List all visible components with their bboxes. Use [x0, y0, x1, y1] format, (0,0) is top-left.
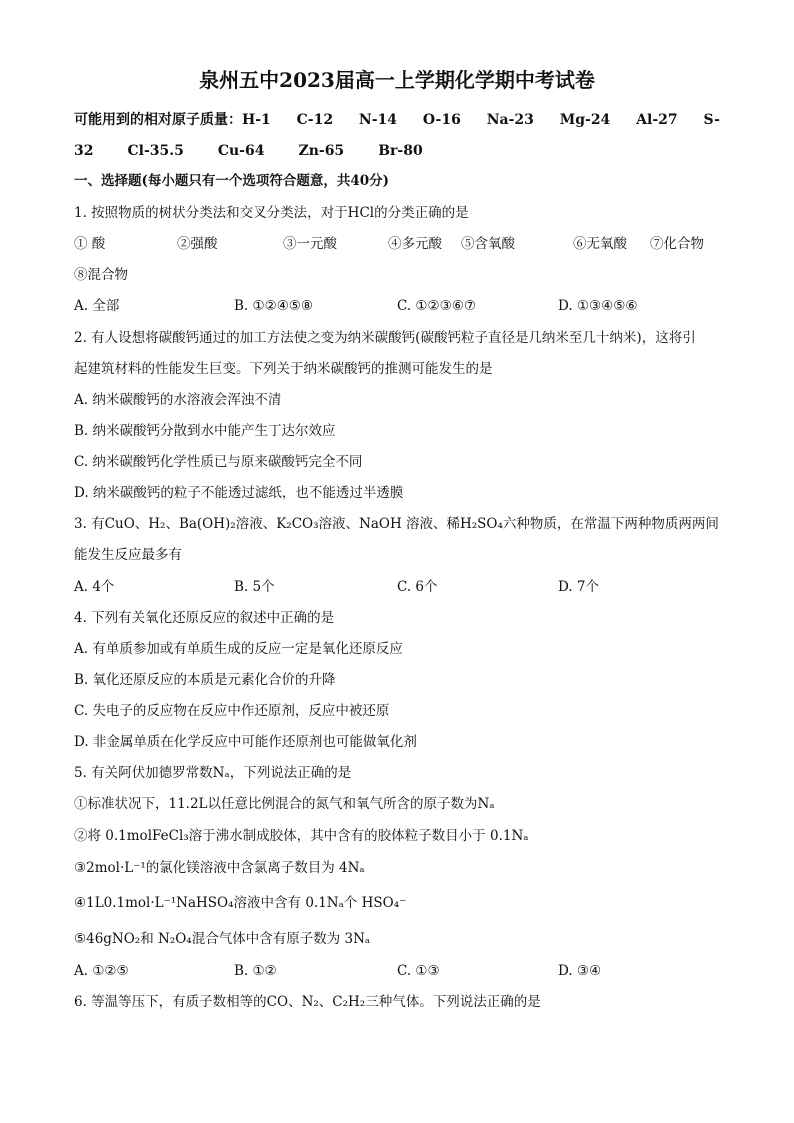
exam-title: 泉州五中2023届高一上学期化学期中考试卷 — [199, 68, 595, 92]
option-d[interactable]: D. ③④ — [558, 963, 602, 979]
question-5-stem: 5. 有关阿伏加德罗常数Nₐ，下列说法正确的是 — [74, 765, 352, 781]
statement-4: ④1L0.1mol·L⁻¹NaHSO₄溶液中含有 0.1Nₐ个 HSO₄⁻ — [74, 895, 407, 911]
type-item: ⑤含氧酸 — [461, 236, 515, 252]
section-heading: 一、选择题(每小题只有一个选项符合题意，共40分) — [74, 173, 390, 189]
mass-item: C-12 — [296, 112, 334, 128]
question-6-stem: 6. 等温等压下，有质子数相等的CO、N₂、C₂H₂三种气体。下列说法正确的是 — [74, 994, 541, 1010]
statement-3: ③2mol·L⁻¹的氯化镁溶液中含氯离子数目为 4Nₐ — [74, 860, 365, 876]
option-d[interactable]: D. 纳米碳酸钙的粒子不能透过滤纸，也不能透过半透膜 — [74, 485, 404, 501]
type-item: ③一元酸 — [283, 236, 337, 252]
type-item: ⑧混合物 — [74, 267, 128, 283]
option-a[interactable]: A. 全部 — [74, 298, 120, 314]
mass-item: Mg-24 — [559, 112, 611, 128]
type-item: ⑦化合物 — [650, 236, 704, 252]
type-item: ②强酸 — [177, 236, 218, 252]
question-3-stem-line2: 能发生反应最多有 — [74, 547, 182, 563]
masses-label: 可能用到的相对原子质量：H-1 — [74, 112, 271, 128]
statement-5: ⑤46gNO₂和 N₂O₄混合气体中含有原子数为 3Nₐ — [74, 931, 371, 947]
option-b[interactable]: B. ①② — [234, 963, 277, 979]
option-a[interactable]: A. 有单质参加或有单质生成的反应一定是氧化还原反应 — [74, 641, 403, 657]
option-c[interactable]: C. 失电子的反应物在反应中作还原剂，反应中被还原 — [74, 703, 390, 719]
question-1-stem: 1. 按照物质的树状分类法和交叉分类法，对于HCl的分类正确的是 — [74, 205, 469, 221]
option-c[interactable]: C. ①③ — [397, 963, 440, 979]
option-b[interactable]: B. ①②④⑤⑧ — [234, 298, 314, 314]
option-b[interactable]: B. 5个 — [234, 579, 275, 595]
option-b[interactable]: B. 氧化还原反应的本质是元素化合价的升降 — [74, 672, 336, 688]
mass-item: 32 — [74, 143, 94, 159]
statement-2: ②将 0.1molFeCl₃溶于沸水制成胶体，其中含有的胶体粒子数目小于 0.1Nₐ — [74, 828, 529, 844]
mass-item: Cu-64 — [217, 143, 265, 159]
option-a[interactable]: A. 纳米碳酸钙的水溶液会浑浊不清 — [74, 392, 282, 408]
question-3-stem-line1: 3. 有CuO、H₂、Ba(OH)₂溶液、K₂CO₃溶液、NaOH 溶液、稀H₂SO₄六种物质，在常温下两种物质两两间 — [74, 516, 719, 532]
mass-item: S- — [703, 112, 720, 128]
mass-item: Al-27 — [636, 112, 678, 128]
atomic-masses — [74, 110, 720, 161]
option-d[interactable]: D. 7个 — [558, 579, 600, 595]
question-2-stem-line1: 2. 有人设想将碳酸钙通过的加工方法使之变为纳米碳酸钙(碳酸钙粒子直径是几纳米至几十纳米)，这将引 — [74, 330, 696, 346]
question-4-stem: 4. 下列有关氧化还原反应的叙述中正确的是 — [74, 610, 335, 626]
mass-item: Na-23 — [486, 112, 534, 128]
type-item: ① 酸 — [74, 236, 106, 252]
mass-item: Zn-65 — [298, 143, 345, 159]
mass-item: N-14 — [358, 112, 397, 128]
statement-1: ①标准状况下，11.2L以任意比例混合的氮气和氧气所含的原子数为Nₐ — [74, 796, 495, 812]
mass-item: Br-80 — [378, 143, 423, 159]
option-c[interactable]: C. 6个 — [397, 579, 438, 595]
option-c[interactable]: C. 纳米碳酸钙化学性质已与原来碳酸钙完全不同 — [74, 454, 363, 470]
question-2-stem-line2: 起建筑材料的性能发生巨变。下列关于纳米碳酸钙的推测可能发生的是 — [74, 361, 493, 377]
option-d[interactable]: D. 非金属单质在化学反应中可能作还原剂也可能做氧化剂 — [74, 734, 417, 750]
option-c[interactable]: C. ①②③⑥⑦ — [397, 298, 476, 314]
mass-item: Cl-35.5 — [127, 143, 184, 159]
type-item: ④多元酸 — [388, 236, 442, 252]
option-d[interactable]: D. ①③④⑤⑥ — [558, 298, 638, 314]
mass-item: O-16 — [422, 112, 461, 128]
option-a[interactable]: A. ①②⑤ — [74, 963, 129, 979]
option-b[interactable]: B. 纳米碳酸钙分散到水中能产生丁达尔效应 — [74, 423, 336, 439]
type-item: ⑥无氧酸 — [573, 236, 627, 252]
option-a[interactable]: A. 4个 — [74, 579, 115, 595]
